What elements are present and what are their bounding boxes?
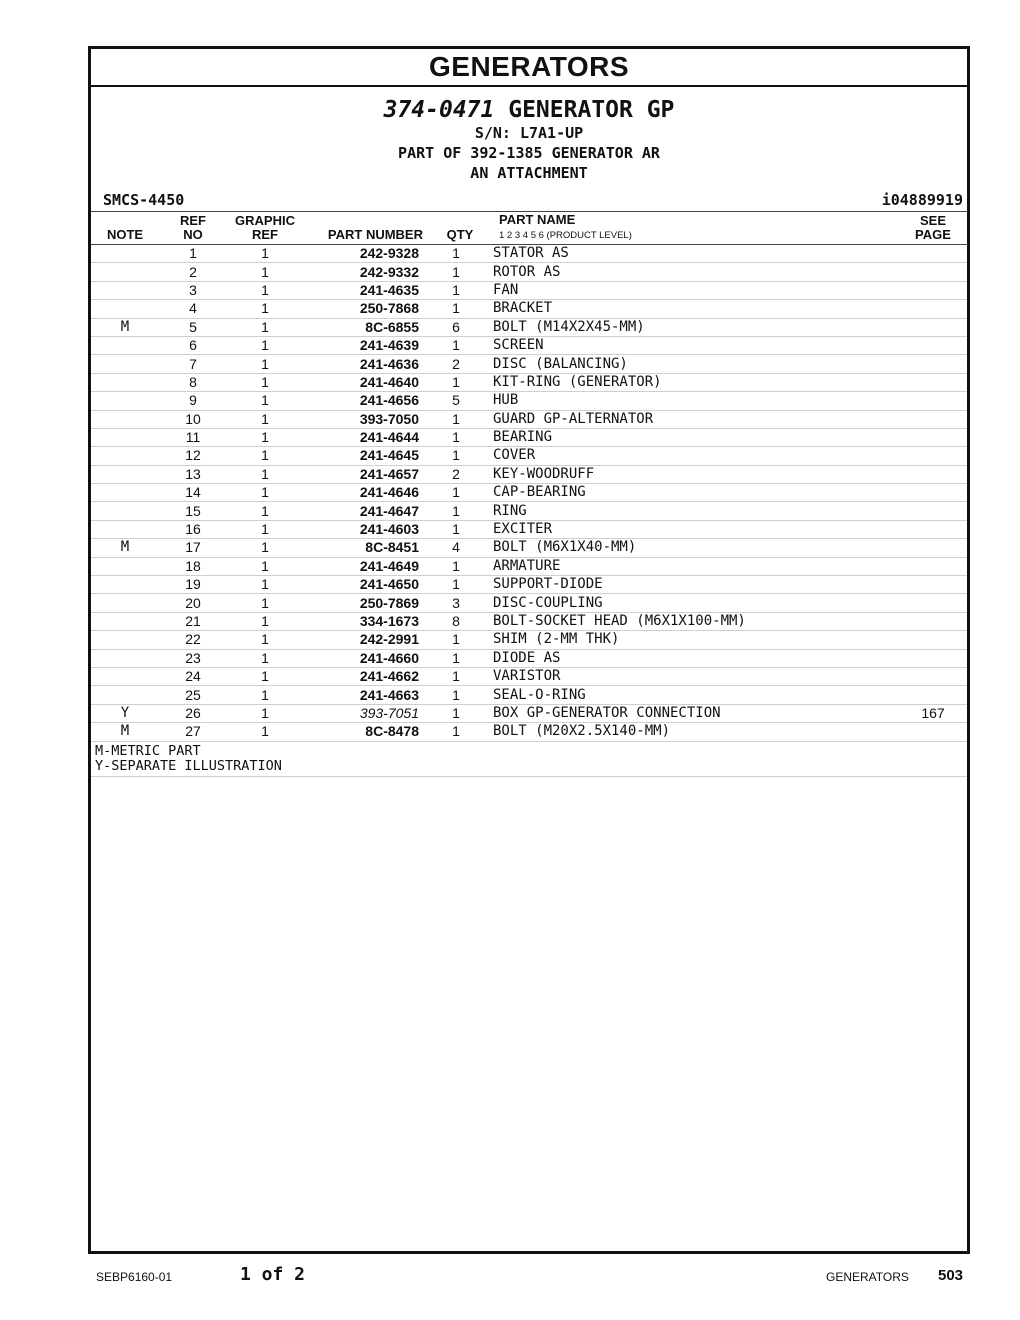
page-of: 1 of 2	[240, 1264, 306, 1285]
parts-table-body	[91, 245, 967, 741]
part-name-cell: BOLT (M6X1X40-MM)	[493, 539, 899, 557]
note-cell	[91, 373, 159, 391]
part-number-cell: 241-4636	[303, 355, 419, 373]
part-number-cell: 241-4639	[303, 336, 419, 354]
qty-cell: 1	[419, 336, 493, 354]
graphic-ref-cell: 1	[227, 502, 303, 520]
part-number-cell: 8C-8478	[303, 723, 419, 741]
part-number-cell: 242-2991	[303, 631, 419, 649]
part-name-cell: COVER	[493, 447, 899, 465]
graphic-ref-cell: 1	[227, 447, 303, 465]
graphic-ref-cell: 1	[227, 428, 303, 446]
qty-cell: 3	[419, 594, 493, 612]
qty-cell: 1	[419, 502, 493, 520]
ref-no-cell: 12	[159, 447, 227, 465]
col-ref-top: REF	[180, 213, 206, 228]
see-page-cell	[899, 539, 967, 557]
graphic-ref-cell: 1	[227, 484, 303, 502]
qty-cell: 5	[419, 392, 493, 410]
qty-cell: 1	[419, 447, 493, 465]
qty-cell: 1	[419, 281, 493, 299]
table-row	[91, 612, 967, 630]
part-name-cell: FAN	[493, 281, 899, 299]
note-cell	[91, 649, 159, 667]
table-row	[91, 649, 967, 667]
ref-no-cell: 11	[159, 428, 227, 446]
ref-no-cell: 27	[159, 723, 227, 741]
qty-cell: 1	[419, 723, 493, 741]
table-row	[91, 373, 967, 391]
note-cell	[91, 686, 159, 704]
note-cell	[91, 484, 159, 502]
part-name-cell: BRACKET	[493, 300, 899, 318]
note-cell	[91, 447, 159, 465]
qty-cell: 6	[419, 318, 493, 336]
see-page-cell	[899, 447, 967, 465]
qty-cell: 1	[419, 557, 493, 575]
part-name-cell: VARISTOR	[493, 667, 899, 685]
note-cell	[91, 336, 159, 354]
table-row	[91, 355, 967, 373]
see-page-cell	[899, 667, 967, 685]
see-page-cell	[899, 576, 967, 594]
graphic-ref-cell: 1	[227, 373, 303, 391]
see-page-cell	[899, 392, 967, 410]
part-name-cell: BOLT (M20X2.5X140-MM)	[493, 723, 899, 741]
table-row	[91, 300, 967, 318]
graphic-ref-cell: 1	[227, 245, 303, 263]
qty-cell: 1	[419, 667, 493, 685]
see-page-cell	[899, 502, 967, 520]
part-name-cell: GUARD GP-ALTERNATOR	[493, 410, 899, 428]
see-page-cell	[899, 631, 967, 649]
graphic-ref-cell: 1	[227, 704, 303, 722]
graphic-ref-cell: 1	[227, 410, 303, 428]
qty-cell: 1	[419, 631, 493, 649]
table-row	[91, 576, 967, 594]
see-page-cell: 167	[899, 704, 967, 722]
note-cell: M	[91, 318, 159, 336]
part-of: PART OF 392-1385 GENERATOR AR	[398, 144, 660, 162]
table-row	[91, 447, 967, 465]
part-number-cell: 241-4649	[303, 557, 419, 575]
ref-no-cell: 23	[159, 649, 227, 667]
section-title: GENERATORS	[91, 49, 967, 87]
part-name-cell: SEAL-O-RING	[493, 686, 899, 704]
graphic-ref-cell: 1	[227, 723, 303, 741]
part-name-cell: BOX GP-GENERATOR CONNECTION	[493, 704, 899, 722]
ref-no-cell: 18	[159, 557, 227, 575]
table-row	[91, 263, 967, 281]
see-page-cell	[899, 649, 967, 667]
ref-no-cell: 6	[159, 336, 227, 354]
part-number-cell: 241-4644	[303, 428, 419, 446]
see-page-cell	[899, 686, 967, 704]
graphic-ref-cell: 1	[227, 649, 303, 667]
qty-cell: 1	[419, 520, 493, 538]
part-name-cell: SUPPORT-DIODE	[493, 576, 899, 594]
note-cell	[91, 355, 159, 373]
part-number-cell: 241-4663	[303, 686, 419, 704]
part-number-cell: 241-4640	[303, 373, 419, 391]
table-row	[91, 428, 967, 446]
parts-list-frame	[88, 46, 970, 1254]
ref-no-cell: 15	[159, 502, 227, 520]
col-part-name: PART NAME	[499, 212, 576, 227]
col-note: NOTE	[106, 227, 144, 242]
ref-no-cell: 9	[159, 392, 227, 410]
ref-no-cell: 22	[159, 631, 227, 649]
ref-no-cell: 24	[159, 667, 227, 685]
part-number-cell: 241-4635	[303, 281, 419, 299]
ref-no-cell: 4	[159, 300, 227, 318]
note-cell: M	[91, 539, 159, 557]
see-page-cell	[899, 612, 967, 630]
col-part-number: PART NUMBER	[327, 227, 423, 242]
qty-cell: 1	[419, 704, 493, 722]
ref-no-cell: 13	[159, 465, 227, 483]
qty-cell: 1	[419, 263, 493, 281]
col-see-top: SEE	[919, 213, 946, 228]
qty-cell: 1	[419, 300, 493, 318]
see-page-cell	[899, 520, 967, 538]
qty-cell: 1	[419, 245, 493, 263]
graphic-ref-cell: 1	[227, 300, 303, 318]
group-header	[91, 97, 967, 183]
qty-cell: 4	[419, 539, 493, 557]
part-name-cell: SCREEN	[493, 336, 899, 354]
part-name-cell: HUB	[493, 392, 899, 410]
table-row	[91, 502, 967, 520]
col-product-levels: 1 2 3 4 5 6 (PRODUCT LEVEL)	[499, 230, 632, 241]
illustration-id: i04889919	[881, 191, 963, 209]
note-cell	[91, 576, 159, 594]
doc-number: SEBP6160-01	[96, 1270, 173, 1284]
graphic-ref-cell: 1	[227, 263, 303, 281]
part-name-cell: RING	[493, 502, 899, 520]
part-name-cell: CAP-BEARING	[493, 484, 899, 502]
note-cell	[91, 612, 159, 630]
graphic-ref-cell: 1	[227, 520, 303, 538]
table-row	[91, 667, 967, 685]
note-metric: M-METRIC PART	[95, 742, 201, 759]
table-row	[91, 631, 967, 649]
note-cell	[91, 631, 159, 649]
note-cell	[91, 392, 159, 410]
ref-no-cell: 2	[159, 263, 227, 281]
table-row	[91, 465, 967, 483]
table-row	[91, 484, 967, 502]
see-page-cell	[899, 300, 967, 318]
part-number-cell: 241-4656	[303, 392, 419, 410]
see-page-cell	[899, 355, 967, 373]
part-name-cell: SHIM (2-MM THK)	[493, 631, 899, 649]
group-title	[91, 97, 967, 123]
table-row	[91, 281, 967, 299]
smcs-code: SMCS-4450	[103, 191, 185, 209]
graphic-ref-cell: 1	[227, 612, 303, 630]
graphic-ref-cell: 1	[227, 336, 303, 354]
see-page-cell	[899, 557, 967, 575]
part-number-cell: 8C-6855	[303, 318, 419, 336]
note-cell	[91, 263, 159, 281]
part-number-cell: 393-7051	[303, 704, 419, 722]
note-separate-illustration: Y-SEPARATE ILLUSTRATION	[95, 757, 282, 774]
qty-cell: 1	[419, 373, 493, 391]
note-cell	[91, 281, 159, 299]
part-number-cell: 8C-8451	[303, 539, 419, 557]
ref-no-cell: 26	[159, 704, 227, 722]
ref-no-cell: 17	[159, 539, 227, 557]
qty-cell: 1	[419, 428, 493, 446]
note-cell: Y	[91, 704, 159, 722]
ref-no-cell: 25	[159, 686, 227, 704]
col-see-bottom: PAGE	[915, 227, 951, 242]
graphic-ref-cell: 1	[227, 355, 303, 373]
ref-no-cell: 5	[159, 318, 227, 336]
graphic-ref-cell: 1	[227, 318, 303, 336]
graphic-ref-cell: 1	[227, 631, 303, 649]
table-row	[91, 392, 967, 410]
part-number-cell: 241-4603	[303, 520, 419, 538]
page-footer	[0, 1262, 1020, 1288]
part-name-cell: DISC (BALANCING)	[493, 355, 899, 373]
note-cell: M	[91, 723, 159, 741]
meta-row	[91, 189, 967, 212]
graphic-ref-cell: 1	[227, 465, 303, 483]
part-number-cell: 241-4645	[303, 447, 419, 465]
note-cell	[91, 502, 159, 520]
table-row	[91, 245, 967, 263]
graphic-ref-cell: 1	[227, 539, 303, 557]
part-number-cell: 241-4662	[303, 667, 419, 685]
note-cell	[91, 465, 159, 483]
footer-section: GENERATORS	[826, 1270, 909, 1284]
graphic-ref-cell: 1	[227, 557, 303, 575]
part-number-cell: 250-7868	[303, 300, 419, 318]
group-part-number: 374-0471	[383, 97, 495, 123]
see-page-cell	[899, 281, 967, 299]
qty-cell: 1	[419, 576, 493, 594]
part-number-cell: 241-4657	[303, 465, 419, 483]
part-number-cell: 241-4646	[303, 484, 419, 502]
table-row	[91, 539, 967, 557]
part-number-cell: 241-4650	[303, 576, 419, 594]
table-row	[91, 318, 967, 336]
note-cell	[91, 428, 159, 446]
see-page-cell	[899, 465, 967, 483]
qty-cell: 8	[419, 612, 493, 630]
part-name-cell: BOLT (M14X2X45-MM)	[493, 318, 899, 336]
graphic-ref-cell: 1	[227, 281, 303, 299]
qty-cell: 2	[419, 465, 493, 483]
part-number-cell: 242-9328	[303, 245, 419, 263]
part-number-cell: 241-4660	[303, 649, 419, 667]
table-row	[91, 410, 967, 428]
note-cell	[91, 667, 159, 685]
note-cell	[91, 557, 159, 575]
ref-no-cell: 7	[159, 355, 227, 373]
ref-no-cell: 3	[159, 281, 227, 299]
see-page-cell	[899, 318, 967, 336]
see-page-cell	[899, 336, 967, 354]
part-number-cell: 334-1673	[303, 612, 419, 630]
col-graphic-top: GRAPHIC	[235, 213, 295, 228]
note-cell	[91, 300, 159, 318]
see-page-cell	[899, 410, 967, 428]
parts-table	[91, 245, 967, 742]
part-name-cell: STATOR AS	[493, 245, 899, 263]
graphic-ref-cell: 1	[227, 686, 303, 704]
note-cell	[91, 594, 159, 612]
graphic-ref-cell: 1	[227, 594, 303, 612]
part-number-cell: 241-4647	[303, 502, 419, 520]
ref-no-cell: 16	[159, 520, 227, 538]
table-row	[91, 336, 967, 354]
table-row	[91, 686, 967, 704]
table-row	[91, 704, 967, 722]
part-name-cell: KIT-RING (GENERATOR)	[493, 373, 899, 391]
page-number: 503	[938, 1267, 964, 1284]
ref-no-cell: 20	[159, 594, 227, 612]
see-page-cell	[899, 263, 967, 281]
group-name: GENERATOR GP	[508, 97, 675, 123]
part-name-cell: KEY-WOODRUFF	[493, 465, 899, 483]
note-cell	[91, 520, 159, 538]
part-name-cell: EXCITER	[493, 520, 899, 538]
part-name-cell: DISC-COUPLING	[493, 594, 899, 612]
table-row	[91, 557, 967, 575]
see-page-cell	[899, 484, 967, 502]
part-number-cell: 393-7050	[303, 410, 419, 428]
table-row	[91, 723, 967, 741]
table-row	[91, 594, 967, 612]
see-page-cell	[899, 373, 967, 391]
qty-cell: 1	[419, 649, 493, 667]
part-name-cell: DIODE AS	[493, 649, 899, 667]
col-graphic-bottom: REF	[252, 227, 278, 242]
ref-no-cell: 8	[159, 373, 227, 391]
see-page-cell	[899, 594, 967, 612]
graphic-ref-cell: 1	[227, 576, 303, 594]
table-row	[91, 520, 967, 538]
serial-number: S/N: L7A1-UP	[474, 124, 584, 142]
ref-no-cell: 14	[159, 484, 227, 502]
col-ref-bottom: NO	[183, 227, 203, 242]
part-name-cell: ROTOR AS	[493, 263, 899, 281]
graphic-ref-cell: 1	[227, 392, 303, 410]
ref-no-cell: 1	[159, 245, 227, 263]
graphic-ref-cell: 1	[227, 667, 303, 685]
part-number-cell: 250-7869	[303, 594, 419, 612]
see-page-cell	[899, 723, 967, 741]
note-cell	[91, 410, 159, 428]
see-page-cell	[899, 428, 967, 446]
column-headers	[91, 212, 967, 245]
qty-cell: 1	[419, 686, 493, 704]
ref-no-cell: 10	[159, 410, 227, 428]
col-qty: QTY	[446, 227, 474, 242]
ref-no-cell: 19	[159, 576, 227, 594]
note-cell	[91, 245, 159, 263]
qty-cell: 2	[419, 355, 493, 373]
qty-cell: 1	[419, 410, 493, 428]
part-name-cell: ARMATURE	[493, 557, 899, 575]
see-page-cell	[899, 245, 967, 263]
part-number-cell: 242-9332	[303, 263, 419, 281]
notes-legend	[91, 742, 967, 777]
part-name-cell: BEARING	[493, 428, 899, 446]
part-name-cell: BOLT-SOCKET HEAD (M6X1X100-MM)	[493, 612, 899, 630]
attachment: AN ATTACHMENT	[470, 164, 588, 182]
qty-cell: 1	[419, 484, 493, 502]
ref-no-cell: 21	[159, 612, 227, 630]
